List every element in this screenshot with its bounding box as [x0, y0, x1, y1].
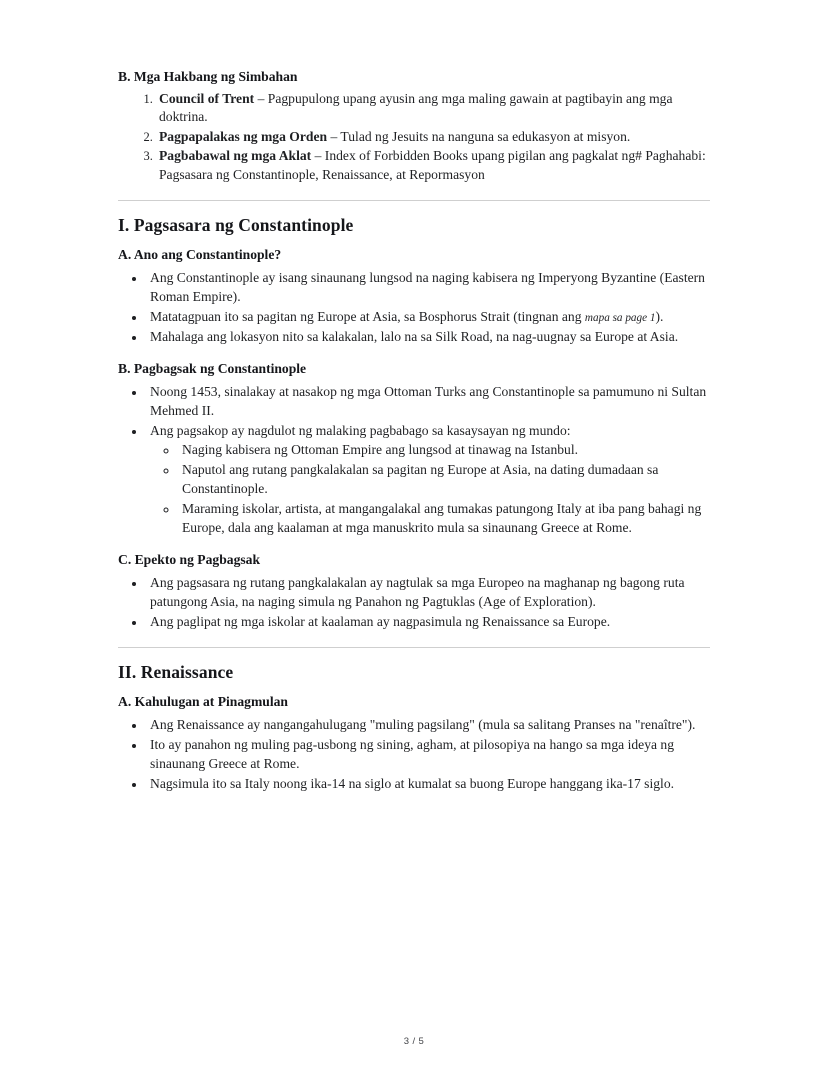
- page-number-footer: 3 / 5: [403, 1036, 425, 1047]
- numbered-list-hakbang: [118, 90, 710, 184]
- list-item: • Ang pagsasara ng rutang pangkalakalan ay nagtulak sa mga Europeo na maghanap ng bagong ruta patungong Asia, na naging simula ng Panahon ng Pagtuklas (Age of Exploration).: [146, 573, 710, 611]
- heading-mga-hakbang-ng-simbahan: B. Mga Hakbang ng Simbahan: [118, 69, 298, 84]
- heading-pagsasara-ng-constantinople: I. Pagsasara ng Constantinople: [118, 215, 354, 236]
- section-renaissance: [118, 662, 710, 793]
- subsection-pagbagsak-ng-constantinople: [118, 360, 710, 537]
- sub-bullet-list-pagbagsak: [150, 440, 710, 537]
- list-item: • Mahalaga ang lokasyon nito sa kalakalan, lalo na sa Silk Road, na nag-uugnay sa Europe at Asia.: [146, 327, 710, 346]
- list-item-term: Pagpapalakas ng mga Orden: [159, 128, 328, 144]
- section-divider: [118, 200, 710, 201]
- list-item: • Ang Constantinople ay isang sinaunang lungsod na naging kabisera ng Imperyong Byzantine (Eastern Roman Empire).: [146, 268, 710, 306]
- section-mga-hakbang-ng-simbahan: [118, 68, 710, 184]
- list-item-with-note: [146, 307, 710, 327]
- list-item: [156, 128, 710, 146]
- list-item-lead: Matatagpuan ito sa pagitan ng Europe at Asia, sa Bosphorus Strait (tingnan ang: [150, 308, 585, 324]
- list-item: [156, 147, 710, 184]
- list-item-text: – Tulad ng Jesuits na nanguna sa edukasyon at misyon.: [327, 128, 631, 144]
- list-item: [146, 421, 710, 537]
- list-item: [156, 90, 710, 127]
- list-item-tail: ).: [655, 308, 664, 324]
- list-item: • Noong 1453, sinalakay at nasakop ng mga Ottoman Turks ang Constantinople sa pamumuno ni Sultan Mehmed II.: [146, 382, 710, 420]
- heading-epekto-ng-pagbagsak: C. Epekto ng Pagbagsak: [118, 552, 261, 568]
- list-item-text: – Index of Forbidden Books upang pigilan ang pagkalat ng# Paghahabi: Pagsasara ng Constantinople, Renaissance, at Repormasyon: [159, 148, 706, 182]
- list-item: ◦ Naputol ang rutang pangkalakalan sa pagitan ng Europe at Asia, na dating dumadaan sa Constantinople.: [178, 460, 710, 498]
- section-pagsasara-ng-constantinople: [118, 215, 710, 631]
- list-item: • Ang paglipat ng mga iskolar at kaalaman ay nagpasimula ng Renaissance sa Europe.: [146, 612, 710, 631]
- list-item: • Nagsimula ito sa Italy noong ika-14 na siglo at kumalat sa buong Europe hanggang ika-17 siglo.: [146, 774, 710, 793]
- subsection-epekto-ng-pagbagsak: [118, 551, 710, 631]
- list-item: • Ito ay panahon ng muling pag-usbong ng sining, agham, at pilosopiya na hango sa mga ideya ng sinaunang Greece at Rome.: [146, 735, 710, 773]
- bullet-list-kahulugan: [118, 715, 710, 793]
- section-divider: [118, 647, 710, 648]
- heading-ano-ang-constantinople: A. Ano ang Constantinople?: [118, 246, 282, 262]
- heading-kahulugan-at-pinagmulan: A. Kahulugan at Pinagmulan: [118, 693, 288, 709]
- list-item-term: Pagbabawal ng mga Aklat: [159, 148, 312, 164]
- heading-renaissance: II. Renaissance: [118, 662, 234, 683]
- bullet-list-epekto: [118, 573, 710, 631]
- bullet-list-ano-ang-constantinople: [118, 268, 710, 347]
- list-item-term: Council of Trent: [159, 90, 255, 106]
- list-item: ◦ Maraming iskolar, artista, at mangangalakal ang tumakas patungong Italy at iba pang bahagi ng Europe, dala ang kaalaman at mga manuskrito mula sa sinaunang Greece at Rome.: [178, 499, 710, 537]
- subsection-kahulugan-at-pinagmulan: [118, 693, 710, 793]
- list-item: ◦ Naging kabisera ng Ottoman Empire ang lungsod at tinawag na Istanbul.: [178, 440, 710, 459]
- list-item: • Ang Renaissance ay nangangahulugang "muling pagsilang" (mula sa salitang Pranses na "renaître").: [146, 715, 710, 734]
- subsection-ano-ang-constantinople: [118, 246, 710, 346]
- document-body: [118, 68, 710, 807]
- list-item-text: Ang pagsakop ay nagdulot ng malaking pagbabago sa kasaysayan ng mundo:: [150, 423, 571, 439]
- list-item-text: – Pagpupulong upang ayusin ang mga maling gawain at pagtibayin ang mga doktrina.: [159, 90, 673, 125]
- bullet-list-pagbagsak: [118, 382, 710, 537]
- italic-cross-reference: mapa sa page 1: [584, 311, 656, 324]
- heading-pagbagsak-ng-constantinople: B. Pagbagsak ng Constantinople: [118, 361, 307, 377]
